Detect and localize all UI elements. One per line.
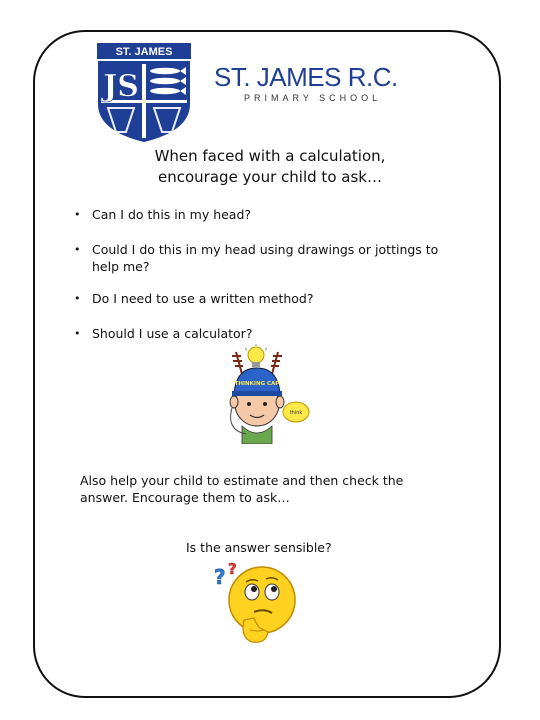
crest-banner-text: ST. JAMES [115,46,173,58]
estimate-line-1: Also help your child to estimate and then check the [80,473,404,488]
cap-label: THINKING CAP [234,381,280,387]
thinking-emoji-icon [210,558,314,648]
school-name: ST. JAMES R.C. [214,62,398,92]
bubble-label: think [289,410,303,416]
closing-question: Is the answer sensible? [186,540,332,555]
estimate-paragraph [80,472,450,506]
fish-icon [150,67,186,95]
estimate-line-2: answer. Encourage them to ask… [80,490,290,505]
svg-text:?: ? [228,560,237,578]
lightbulb-icon [245,344,267,367]
school-crest-icon [96,42,192,142]
svg-text:?: ? [214,565,226,589]
school-subtitle: PRIMARY SCHOOL [244,93,382,103]
intro-line-2: encourage your child to ask… [158,168,382,186]
list-item: • Should I use a calculator? [74,325,454,342]
list-item: • Could I do this in my head using drawings or jottings to help me? [74,241,454,275]
list-item: • Can I do this in my head? [74,206,454,223]
crest-monogram: JS [103,69,139,104]
thinking-cap-child-icon [212,344,318,444]
question-list [74,206,454,360]
list-item: • Do I need to use a written method? [74,290,454,307]
intro-heading [70,146,470,188]
intro-line-1: When faced with a calculation, [154,147,386,165]
